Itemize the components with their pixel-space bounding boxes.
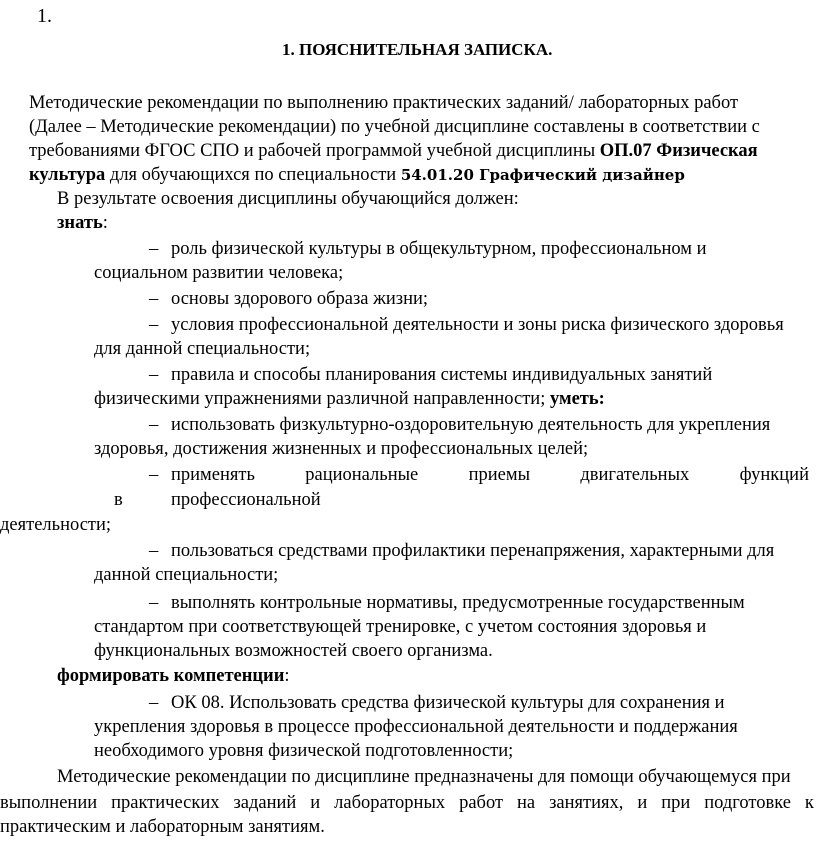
- word: подготовке: [704, 793, 791, 813]
- list-dash: –: [149, 593, 159, 613]
- discipline-name: ОП.07 Физическая: [599, 141, 758, 161]
- intro-text: требованиями ФГОС СПО и рабочей программой учебной дисциплины: [29, 141, 600, 161]
- can-item-3: [149, 539, 774, 564]
- page-title: 1. ПОЯСНИТЕЛЬНАЯ ЗАПИСКА.: [282, 40, 553, 59]
- intro-line-1: Методические рекомендации по выполнению практических заданий/ лабораторных работ: [29, 93, 739, 113]
- can-item-2-end: деятельности;: [0, 515, 112, 535]
- list-dash: –: [149, 315, 159, 335]
- can-item-4: [149, 591, 745, 616]
- competence-heading: [57, 664, 290, 689]
- know-item-3: [149, 313, 784, 338]
- know-colon: :: [102, 213, 108, 233]
- word: приемы: [468, 465, 530, 485]
- can-item-2-prof: профессиональной: [171, 490, 321, 510]
- list-item-text: выполнять контрольные нормативы, предусмотренные государственным: [171, 593, 745, 613]
- word: и: [637, 793, 648, 813]
- closing-line-2: [0, 791, 814, 816]
- word: выполнении: [0, 793, 98, 813]
- can-item-1-cont: здоровья, достижения жизненных и профессиональных целей;: [94, 439, 589, 459]
- word: работ: [459, 793, 504, 813]
- can-item-2: [149, 463, 809, 488]
- know-item-4-cont: [94, 387, 605, 412]
- know-item-4: [149, 363, 712, 388]
- word: занятиях,: [549, 793, 624, 813]
- know-heading: [57, 211, 108, 236]
- list-item-text: роль физической культуры в общекультурном, профессиональном и: [171, 239, 707, 259]
- competence-item: [149, 691, 725, 716]
- word: практических: [111, 793, 220, 813]
- know-item-2: [149, 287, 428, 312]
- word: лабораторных: [334, 793, 446, 813]
- closing-line-1: Методические рекомендации по дисциплине предназначены для помощи обучающемуся при: [57, 767, 791, 787]
- word: к: [804, 793, 814, 813]
- list-dash: –: [149, 239, 159, 259]
- know-item-1-cont: социальном развитии человека;: [94, 263, 344, 283]
- list-dash-word: [149, 463, 255, 488]
- word: рациональные: [305, 465, 419, 485]
- list-item-text: правила и способы планирования системы индивидуальных занятий: [171, 365, 713, 385]
- specialty-code: 54.01.20 Графический дизайнер: [400, 166, 685, 184]
- intro-line-2: (Далее – Методические рекомендации) по учебной дисциплине составлены в соответствии с: [29, 117, 760, 137]
- word: двигательных: [580, 465, 690, 485]
- list-item-text: основы здорового образа жизни;: [171, 289, 429, 309]
- intro-text: для обучающихся по специальности: [105, 165, 401, 185]
- word: применять: [171, 465, 255, 485]
- discipline-name-end: культура: [29, 165, 106, 185]
- can-item-4-cont-2: функциональных возможностей своего организма.: [94, 641, 493, 661]
- list-item-text: ОК 08. Использовать средства физической культуры для сохранения и: [171, 693, 725, 713]
- can-label: уметь:: [549, 389, 605, 409]
- list-dash: –: [149, 289, 159, 309]
- list-dash: –: [149, 693, 159, 713]
- know-item-3-cont: для данной специальности;: [94, 339, 311, 359]
- word: на: [517, 793, 536, 813]
- can-item-3-cont: данной специальности;: [94, 565, 279, 585]
- list-item-text: физическими упражнениями различной направленности;: [94, 389, 546, 409]
- result-line: В результате освоения дисциплины обучающийся должен:: [57, 189, 519, 209]
- competence-label: формировать компетенции: [57, 666, 285, 686]
- list-dash: –: [149, 415, 159, 435]
- intro-line-4: [29, 163, 685, 188]
- word: заданий: [233, 793, 297, 813]
- can-item-2-in: в: [114, 490, 123, 510]
- word: функций: [739, 465, 809, 485]
- competence-item-cont-2: необходимого уровня физической подготовленности;: [94, 741, 514, 761]
- list-item-text: условия профессиональной деятельности и зоны риска физического здоровья: [171, 315, 784, 335]
- know-item-1: [149, 237, 707, 262]
- closing-line-3: практическим и лабораторным занятиям.: [0, 817, 325, 837]
- word: и: [310, 793, 321, 813]
- competence-colon: :: [284, 666, 290, 686]
- word: при: [661, 793, 691, 813]
- can-item-1: [149, 413, 770, 438]
- section-number: 1.: [37, 5, 52, 27]
- list-item-text: пользоваться средствами профилактики перенапряжения, характерными для: [171, 541, 775, 561]
- list-dash: –: [149, 365, 159, 385]
- list-dash: –: [149, 465, 159, 485]
- know-label: знать: [57, 213, 103, 233]
- intro-line-3: [29, 139, 758, 164]
- list-item-text: использовать физкультурно-оздоровительную деятельность для укрепления: [171, 415, 771, 435]
- competence-item-cont-1: укрепления здоровья в процессе профессиональной деятельности и поддержания: [94, 717, 738, 737]
- list-dash: –: [149, 541, 159, 561]
- can-item-4-cont-1: стандартом при соответствующей тренировке, с учетом состояния здоровья и: [94, 617, 707, 637]
